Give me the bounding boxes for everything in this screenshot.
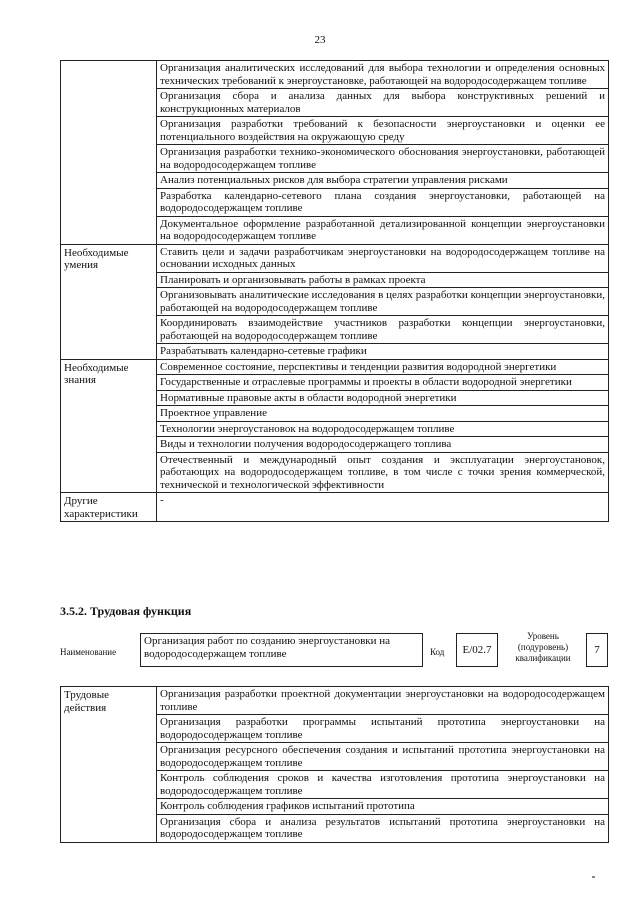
row-label-other: Другие характеристики bbox=[61, 493, 157, 522]
table-cell: Организовывать аналитические исследования в целях разработки концепции энергоустановки, работающей на водородосодержащем топливе bbox=[157, 288, 609, 316]
table-row bbox=[61, 493, 609, 522]
table-cell: Нормативные правовые акты в области водородной энергетики bbox=[157, 390, 609, 406]
name-label: Наименование bbox=[60, 647, 117, 657]
level-value: 7 bbox=[586, 633, 608, 667]
competency-table bbox=[60, 60, 609, 522]
level-label: Уровень (подуровень) квалификации bbox=[515, 631, 571, 663]
scan-speck bbox=[592, 876, 595, 878]
row-label-labor-actions: Трудовые действия bbox=[61, 687, 157, 843]
table-cell: Государственные и отраслевые программы и проекты в области водородной энергетики bbox=[157, 375, 609, 391]
row-label-skills: Необходимые умения bbox=[61, 244, 157, 359]
labor-actions-table bbox=[60, 686, 609, 843]
labor-function-header bbox=[60, 631, 608, 673]
table-cell: Организация разработки проектной документации энергоустановки на водородосодержащем топливе bbox=[157, 687, 609, 715]
table-cell: - bbox=[157, 493, 609, 522]
table-cell: Организация ресурсного обеспечения создания и испытаний прототипа энергоустановки на водородосодержащем топливе bbox=[157, 743, 609, 771]
table-cell: Ставить цели и задачи разработчикам энергоустановки на водородосодержащем топливе на основании исходных данных bbox=[157, 244, 609, 272]
table-cell: Организация разработки программы испытаний прототипа энергоустановки на водородосодержащем топливе bbox=[157, 715, 609, 743]
table-cell: Документальное оформление разработанной детализированной концепции энергоустановки на водородосодержащем топливе bbox=[157, 216, 609, 244]
table-cell: Контроль соблюдения графиков испытаний прототипа bbox=[157, 799, 609, 815]
table-row bbox=[61, 359, 609, 375]
table-cell: Организация аналитических исследований для выбора технологии и определения основных технических требований к энергоустановке, работающей на водородосодержащем топливе bbox=[157, 61, 609, 89]
table-cell: Организация разработки требований к безопасности энергоустановки и оценки ее потенциального воздействия на окружающую среду bbox=[157, 117, 609, 145]
table-cell: Разработка календарно-сетевого плана создания энергоустановки, работающей на водородосодержащем топливе bbox=[157, 188, 609, 216]
table-cell: Виды и технологии получения водородосодержащего топлива bbox=[157, 437, 609, 453]
table-cell: Контроль соблюдения сроков и качества изготовления прототипа энергоустановки на водородосодержащем топливе bbox=[157, 771, 609, 799]
table-cell: Технологии энергоустановок на водородосодержащем топливе bbox=[157, 421, 609, 437]
table-cell: Координировать взаимодействие участников разработки концепции энергоустановки, работающей на водородосодержащем топливе bbox=[157, 316, 609, 344]
code-value: E/02.7 bbox=[456, 633, 498, 667]
table-row bbox=[61, 61, 609, 89]
table-cell: Проектное управление bbox=[157, 406, 609, 422]
table-row bbox=[61, 244, 609, 272]
section-title: 3.5.2. Трудовая функция bbox=[60, 604, 192, 618]
code-label: Код bbox=[430, 647, 445, 657]
table-cell: Организация разработки технико-экономического обоснования энергоустановки, работающей на водородосодержащем топливе bbox=[157, 145, 609, 173]
table-cell: Современное состояние, перспективы и тенденции развития водородной энергетики bbox=[157, 359, 609, 375]
table-cell: Разрабатывать календарно-сетевые графики bbox=[157, 344, 609, 360]
row-label-empty bbox=[61, 61, 157, 245]
table-cell: Планировать и организовывать работы в рамках проекта bbox=[157, 272, 609, 288]
name-value: Организация работ по созданию энергоустановки на водородосодержащем топливе bbox=[140, 633, 423, 667]
table-row bbox=[61, 687, 609, 715]
table-cell: Отечественный и международный опыт создания и эксплуатации энергоустановок, работающих на водородосодержащем топливе, в том числе с точки зрения коммерческой, технической и технологической эффективности bbox=[157, 452, 609, 493]
table-cell: Организация сбора и анализа данных для выбора конструктивных решений и конструкционных материалов bbox=[157, 89, 609, 117]
page-number: 23 bbox=[314, 34, 326, 46]
row-label-knowledge: Необходимые знания bbox=[61, 359, 157, 493]
table-cell: Организация сбора и анализа результатов испытаний прототипа энергоустановки на водородосодержащем топливе bbox=[157, 814, 609, 842]
table-cell: Анализ потенциальных рисков для выбора стратегии управления рисками bbox=[157, 173, 609, 189]
